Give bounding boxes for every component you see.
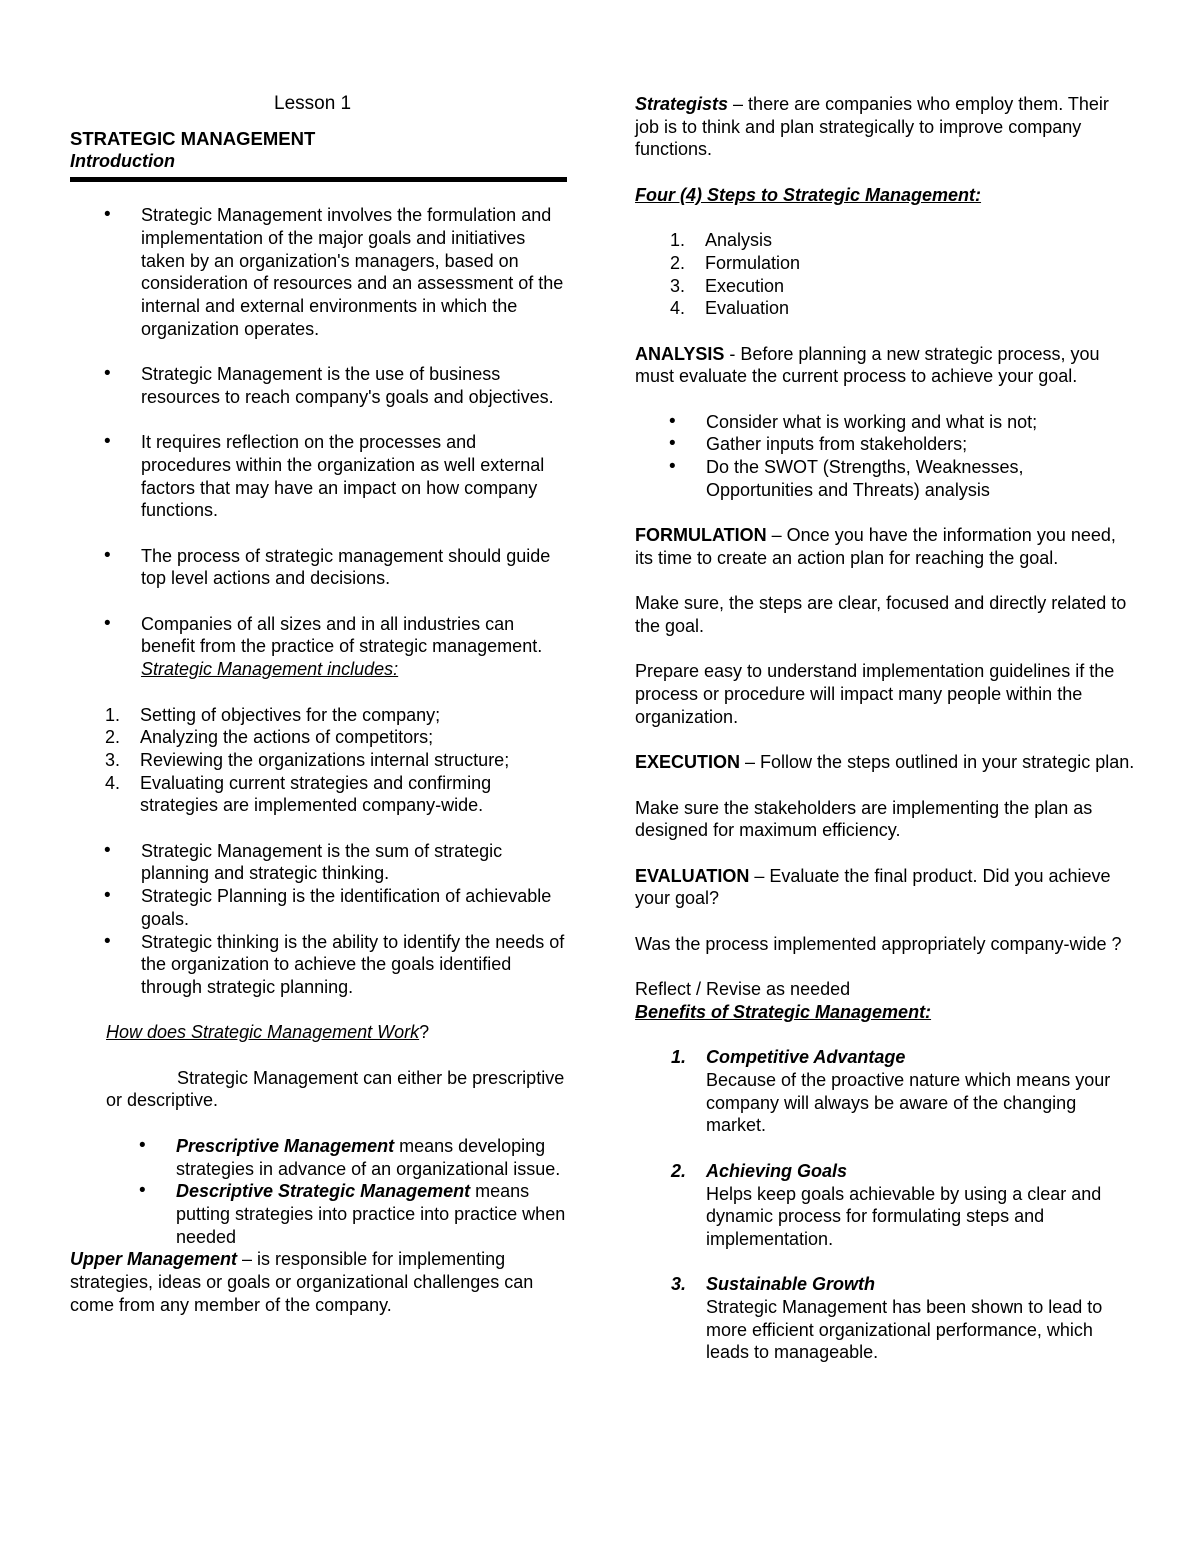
- how-heading-line: How does Strategic Management Work?: [106, 1022, 430, 1043]
- list-item: • The process of strategic management should guide top level actions and decisions.: [70, 545, 570, 590]
- sum-bullet-list: [70, 840, 570, 999]
- benefits-heading: Benefits of Strategic Management:: [635, 1001, 932, 1022]
- list-item: • Strategic thinking is the ability to identify the needs of the organization to achieve the goals identified through strategic planning.: [70, 931, 570, 999]
- analysis-bullet-list: [635, 411, 1135, 502]
- reflect-line: Reflect / Revise as needed: [635, 979, 851, 1000]
- list-item: • Gather inputs from stakeholders;: [635, 433, 1135, 456]
- types-list: [70, 1135, 570, 1249]
- steps-heading: Four (4) Steps to Strategic Management:: [635, 184, 982, 205]
- list-item: 3. Execution: [670, 275, 785, 296]
- formulation-paragraph-2: Make sure, the steps are clear, focused and directly related to the goal.: [635, 593, 1127, 637]
- list-item: 1. Setting of objectives for the company;: [105, 704, 441, 725]
- list-item: • Prescriptive Management means developing strategies in advance of an organizational issue.: [70, 1135, 570, 1180]
- steps-list: [599, 229, 1135, 320]
- list-item: • Consider what is working and what is not;: [635, 411, 1135, 434]
- document-title: STRATEGIC MANAGEMENT: [70, 127, 316, 149]
- upper-management-paragraph: Upper Management – is responsible for implementing strategies, ideas or goals or organizational challenges can come from any member of the company.: [70, 1249, 534, 1315]
- list-item: 2. Achieving Goals Helps keep goals achievable by using a clear and dynamic process for formulating steps and implementation.: [671, 1160, 1102, 1249]
- list-item: • Companies of all sizes and in all industries can benefit from the practice of strategic management.: [70, 613, 570, 658]
- list-item: 3. Sustainable Growth Strategic Management has been shown to lead to more efficient organizational performance, which leads to manageable.: [671, 1274, 1103, 1363]
- strategists-paragraph: Strategists – there are companies who employ them. Their job is to think and plan strategically to improve company functions.: [635, 94, 1109, 160]
- execution-paragraph-2: Make sure the stakeholders are implementing the plan as designed for maximum efficiency.: [635, 797, 1093, 841]
- list-item: • Strategic Management involves the formulation and implementation of the major goals and initiatives taken by an organization's managers, based on consideration of resources and an assessment of the internal and external environments in which the organization operates.: [70, 204, 570, 340]
- evaluation-paragraph-2: Was the process implemented appropriately company-wide ?: [635, 933, 1122, 954]
- how-paragraph: Strategic Management can either be prescriptive or descriptive.: [106, 1067, 565, 1111]
- title-divider: [70, 177, 567, 182]
- list-item: • Do the SWOT (Strengths, Weaknesses, Opportunities and Threats) analysis: [635, 456, 1135, 501]
- list-item: • Strategic Management is the use of business resources to reach company's goals and objectives.: [70, 363, 570, 408]
- list-item: 4. Evaluation: [670, 298, 790, 319]
- includes-heading: Strategic Management includes:: [141, 659, 399, 680]
- formulation-paragraph-3: Prepare easy to understand implementation guidelines if the process or procedure will impact many people within the organization.: [635, 661, 1115, 727]
- right-column: [635, 93, 1135, 1387]
- list-item: • Strategic Management is the sum of strategic planning and strategic thinking.: [70, 840, 570, 885]
- includes-list: [34, 704, 570, 818]
- formulation-paragraph: FORMULATION – Once you have the information you need, its time to create an action plan for reaching the goal.: [635, 525, 1116, 568]
- list-item: • Strategic Planning is the identification of achievable goals.: [70, 885, 570, 930]
- benefits-list: [635, 1046, 1135, 1364]
- list-item: 1. Competitive Advantage Because of the proactive nature which means your company will always be aware of the changing market.: [671, 1047, 1111, 1136]
- list-item: 1. Analysis: [670, 230, 773, 251]
- intro-bullet-list: [70, 204, 570, 658]
- list-item: • It requires reflection on the processes and procedures within the organization as well external factors that may have an impact on how company functions.: [70, 431, 570, 522]
- list-item: 3. Reviewing the organizations internal structure;: [105, 749, 510, 770]
- left-column: [70, 93, 570, 1316]
- list-item: 2. Formulation: [670, 252, 801, 273]
- section-subtitle: Introduction: [70, 151, 175, 172]
- list-item: • Descriptive Strategic Management means putting strategies into practice into practice when needed: [70, 1180, 570, 1248]
- how-heading: How does Strategic Management Work: [106, 1022, 420, 1043]
- lesson-label: Lesson 1: [274, 93, 352, 114]
- list-item: 2. Analyzing the actions of competitors;: [105, 727, 434, 748]
- list-item: 4. Evaluating current strategies and confirming strategies are implemented company-wide.: [105, 772, 492, 816]
- analysis-paragraph: ANALYSIS - Before planning a new strategic process, you must evaluate the current process to achieve your goal.: [635, 343, 1100, 387]
- evaluation-paragraph: EVALUATION – Evaluate the final product. Did you achieve your goal?: [635, 865, 1111, 909]
- execution-paragraph: EXECUTION – Follow the steps outlined in your strategic plan.: [635, 752, 1135, 773]
